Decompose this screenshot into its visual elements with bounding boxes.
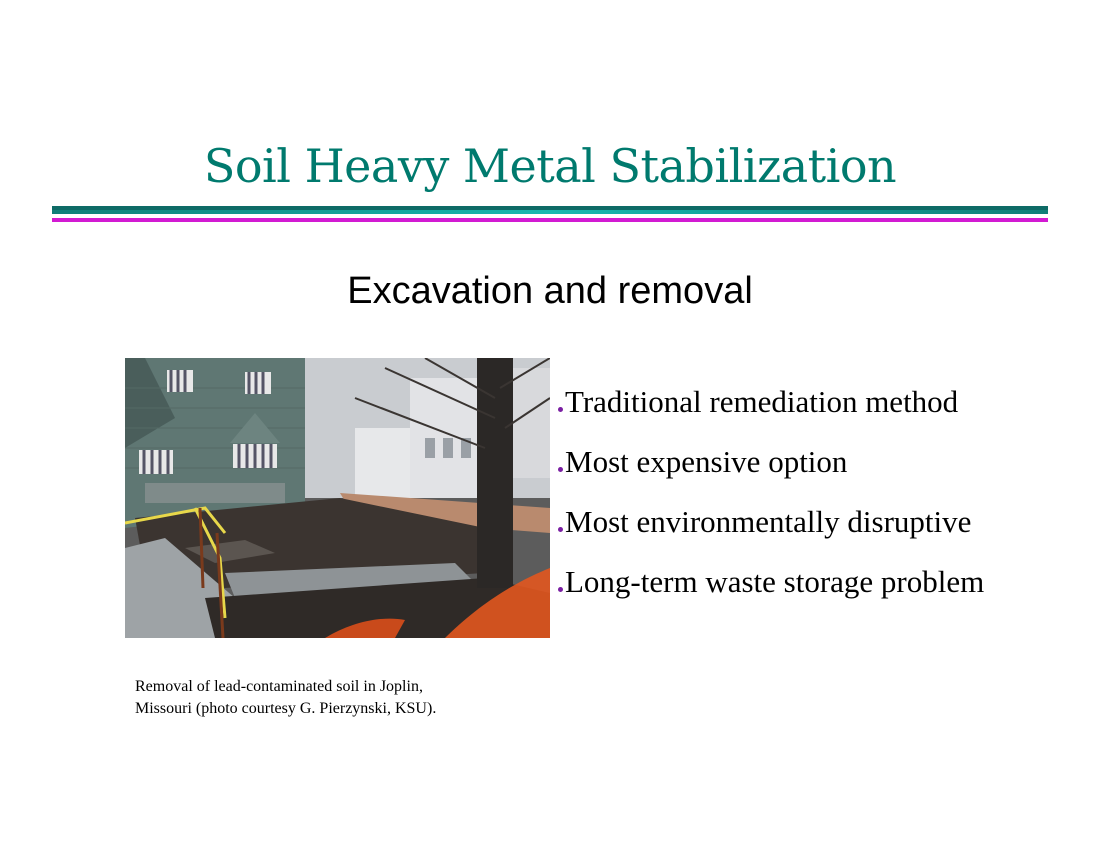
bullet-item xyxy=(558,560,984,620)
bullet-text: Most environmentally disruptive xyxy=(565,504,972,539)
bullet-text: Long-term waste storage problem xyxy=(565,564,985,599)
bullet-list xyxy=(558,380,984,620)
caption-line-2: Missouri (photo courtesy G. Pierzynski, KSU). xyxy=(135,700,437,717)
caption-line-1: Removal of lead-contaminated soil in Joplin, xyxy=(135,678,423,695)
slide-title: Soil Heavy Metal Stabilization xyxy=(203,139,897,193)
bullet-dot-icon xyxy=(558,527,563,532)
bullet-text: Most expensive option xyxy=(565,444,848,479)
bullet-dot-icon xyxy=(558,587,563,592)
bullet-text: Traditional remediation method xyxy=(565,384,959,419)
title-rule-magenta xyxy=(52,218,1048,222)
slide-subtitle: Excavation and removal xyxy=(347,270,753,312)
excavation-photo xyxy=(125,358,550,638)
bullet-item xyxy=(558,500,984,560)
bullet-dot-icon xyxy=(558,407,563,412)
photo-caption xyxy=(135,676,555,720)
bullet-dot-icon xyxy=(558,467,563,472)
bullet-item xyxy=(558,440,984,500)
title-rule-teal xyxy=(52,210,1048,214)
bullet-item xyxy=(558,380,984,440)
